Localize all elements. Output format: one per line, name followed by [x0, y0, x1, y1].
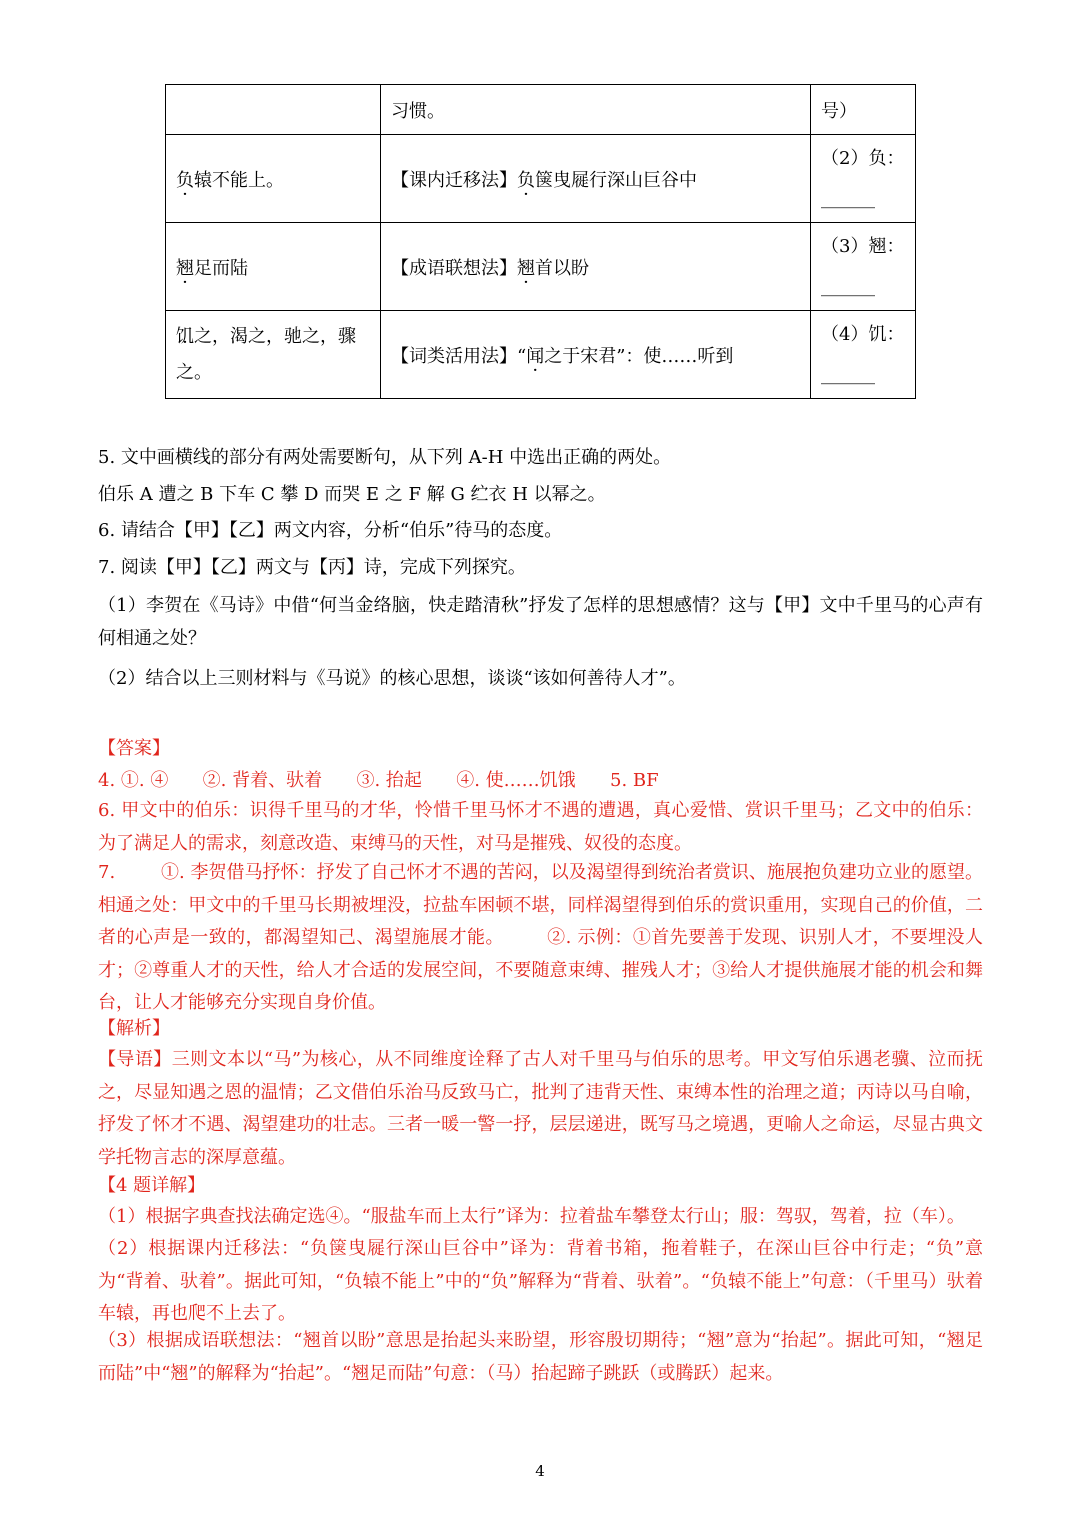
question-5: 5. 文中画横线的部分有两处需要断句，从下列 A-H 中选出正确的两处。: [98, 447, 672, 468]
answer-6: 6. 甲文中的伯乐：识得千里马的才华，怜惜千里马怀才不遇的遭遇，真心爱惜、赏识千里马；乙文中的伯乐：为了满足人的需求，刻意改造、束缚马的天性，对马是摧残、奴役的态度。: [98, 800, 983, 854]
page-number: 4: [535, 1462, 545, 1480]
question-7-1: （1）李贺在《马诗》中借“何当金络脑，快走踏清秋”抒发了怎样的思想感情？这与【甲】文中千里马的心声有何相通之处？: [98, 595, 983, 649]
table-cell: [381, 223, 811, 311]
cell-text: 箧曳屣行深山巨谷中: [535, 169, 697, 191]
question-7-2: （2）结合以上三则材料与《马说》的核心思想，谈谈“该如何善待人才”。: [98, 668, 686, 689]
answer-blank: ______: [821, 275, 875, 297]
table-row: [166, 223, 916, 311]
table-cell: 习惯。: [381, 85, 811, 135]
emphasized-char: 负: [517, 169, 535, 191]
table-cell: [166, 85, 381, 135]
answer-7: 7. ①. 李贺借马抒怀：抒发了自己怀才不遇的苦闷，以及渴望得到统治者赏识、施展抱负建功立业的愿望。相通之处：甲文中的千里马长期被埋没，拉盐车困顿不堪，同样渴望得到伯乐的赏识重用，实现自己的价值，二者的心声是一致的，都渴望知己、渴望施展才能。 ②. 示例：①首先要善于发现、识别人才，不要埋没人才；②尊重人才的天性，给人才合适的发展空间，不要随意束缚、摧残人才；③给人才提供施展才能的机会和舞台，让人才能够充分实现自身价值。: [98, 862, 983, 1014]
cell-text: 【词类活用法】“: [391, 345, 527, 367]
table-cell: [811, 135, 916, 223]
table-row: [166, 85, 916, 135]
cell-text: 首以盼: [535, 257, 589, 279]
emphasized-char: 负: [176, 169, 194, 191]
analysis-guide: 【导语】三则文本以“马”为核心，从不同维度诠释了古人对千里马与伯乐的思考。甲文写伯乐遇老骥、泣而抚之，尽显知遇之恩的温情；乙文借伯乐治马反致马亡，批判了违背天性、束缚本性的治理之道；丙诗以马自喻，抒发了怀才不遇、渴望建功的壮志。三者一暖一警一抒，层层递进，既写马之境遇，更喻人之命运，尽显古典文学托物言志的深厚意蕴。: [98, 1049, 983, 1168]
cell-text: （2）负：: [821, 147, 905, 169]
question-table: [165, 84, 916, 399]
answer-heading: 【答案】: [98, 738, 170, 759]
detail-2: （2）根据课内迁移法：“负箧曳屣行深山巨谷中”译为：背着书箱，拖着鞋子，在深山巨谷中行走；“负”意为“背着、驮着”。据此可知，“负辕不能上”中的“负”解释为“背着、驮着”。“负辕不能上”句意：（千里马）驮着车辕，再也爬不上去了。: [98, 1238, 983, 1325]
table-cell: 号）: [811, 85, 916, 135]
cell-text: （4）饥：: [821, 323, 905, 345]
analysis-heading: 【解析】: [98, 1018, 170, 1039]
emphasized-char: 饥: [176, 325, 194, 347]
table-cell: [166, 311, 381, 399]
cell-text: 【课内迁移法】: [391, 169, 517, 191]
detail-3: （3）根据成语联想法：“翘首以盼”意思是抬起头来盼望，形容殷切期待；“翘”意为“抬起”。据此可知，“翘足而陆”中“翘”的解释为“抬起”。“翘足而陆”句意：（马）抬起蹄子跳跃（或腾跃）起来。: [98, 1330, 983, 1384]
table-cell: [381, 135, 811, 223]
table-row: [166, 311, 916, 399]
detail-1: （1）根据字典查找法确定选④。“服盐车而上太行”译为：拉着盐车攀登太行山；服：驾驭，驾着，拉（车）。: [98, 1206, 965, 1227]
table-cell: [166, 223, 381, 311]
table-row: [166, 135, 916, 223]
question-6: 6. 请结合【甲】【乙】两文内容，分析“伯乐”待马的态度。: [98, 520, 563, 541]
emphasized-char: 闻: [526, 345, 545, 367]
answer-blank: ______: [821, 187, 875, 209]
cell-text: （3）翘：: [821, 235, 905, 257]
table-cell: [381, 311, 811, 399]
cell-text: 足而陆: [194, 257, 248, 279]
cell-text: 之，渴之，驰之，骤之。: [176, 325, 356, 383]
cell-text: 【成语联想法】: [391, 257, 517, 279]
table-cell: [811, 223, 916, 311]
answer-blank: ______: [821, 363, 875, 385]
answer-4-5: 4. ①. ④ ②. 背着、驮着 ③. 抬起 ④. 使……饥饿 5. BF: [98, 770, 659, 791]
table-cell: [811, 311, 916, 399]
cell-text: 辕不能上。: [194, 169, 284, 191]
table-cell: [166, 135, 381, 223]
question-7: 7. 阅读【甲】【乙】两文与【丙】诗，完成下列探究。: [98, 557, 526, 578]
emphasized-char: 翘: [176, 257, 194, 279]
cell-text: 之于宋君”：使……听到: [544, 345, 734, 367]
question-5-options: 伯乐 A 遭之 B 下车 C 攀 D 而哭 E 之 F 解 G 纻衣 H 以幂之。: [98, 484, 606, 505]
detail-heading: 【4 题详解】: [98, 1175, 206, 1196]
emphasized-char: 翘: [517, 257, 535, 279]
